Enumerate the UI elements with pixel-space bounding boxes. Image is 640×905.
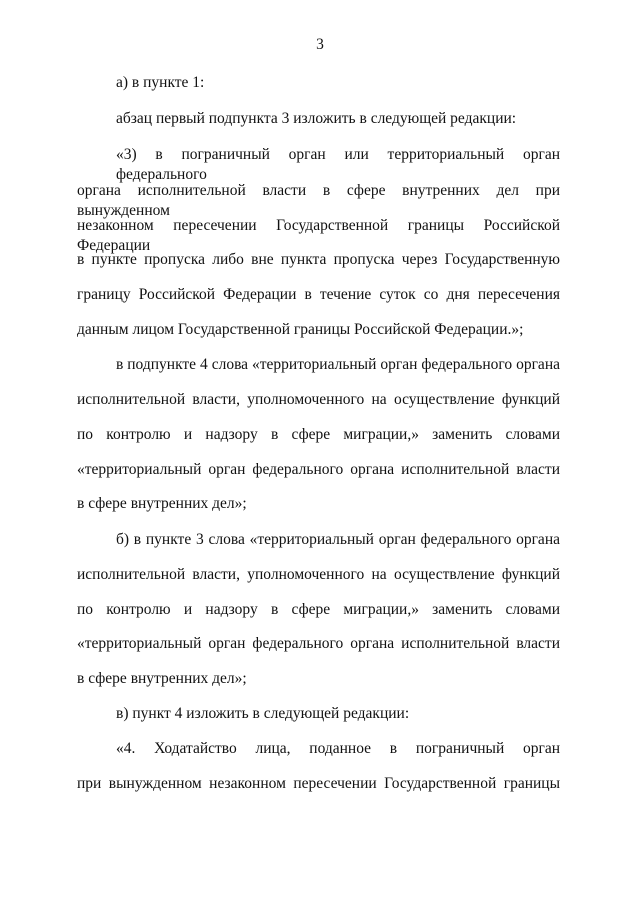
text-line: в сфере внутренних дел»; <box>77 495 247 512</box>
text-line: органа исполнительной власти в сфере внутренних дел при вынужденном <box>77 182 560 219</box>
text-line: в сфере внутренних дел»; <box>77 670 247 687</box>
text-line: «территориальный орган федерального органа исполнительной власти <box>77 461 560 478</box>
text-line: в) пункт 4 изложить в следующей редакции: <box>116 705 410 722</box>
text-line: в пункте пропуска либо вне пункта пропуска через Государственную <box>77 251 560 268</box>
text-line: по контролю и надзору в сфере миграции,» заменить словами <box>77 426 560 443</box>
text-line: данным лицом Государственной границы Российской Федерации.»; <box>77 321 524 338</box>
text-line: исполнительной власти, уполномоченного на осуществление функций <box>77 566 560 583</box>
text-line: исполнительной власти, уполномоченного на осуществление функций <box>77 391 560 408</box>
text-line: в подпункте 4 слова «территориальный орган федерального органа <box>116 356 560 373</box>
text-line: абзац первый подпункта 3 изложить в следующей редакции: <box>116 110 517 127</box>
page-number: 3 <box>316 36 324 53</box>
text-line: а) в пункте 1: <box>116 74 205 91</box>
text-line: «4. Ходатайство лица, поданное в пограничный орган <box>116 740 560 757</box>
text-line: «территориальный орган федерального органа исполнительной власти <box>77 635 560 652</box>
text-line: незаконном пересечении Государственной границы Российской Федерации <box>77 217 560 254</box>
text-line: по контролю и надзору в сфере миграции,» заменить словами <box>77 601 560 618</box>
text-line: при вынужденном незаконном пересечении Государственной границы <box>77 775 560 792</box>
text-line: б) в пункте 3 слова «территориальный орган федерального органа <box>116 531 560 548</box>
text-line: «3) в пограничный орган или территориальный орган федерального <box>116 146 560 183</box>
text-line: границу Российской Федерации в течение суток со дня пересечения <box>77 286 560 303</box>
